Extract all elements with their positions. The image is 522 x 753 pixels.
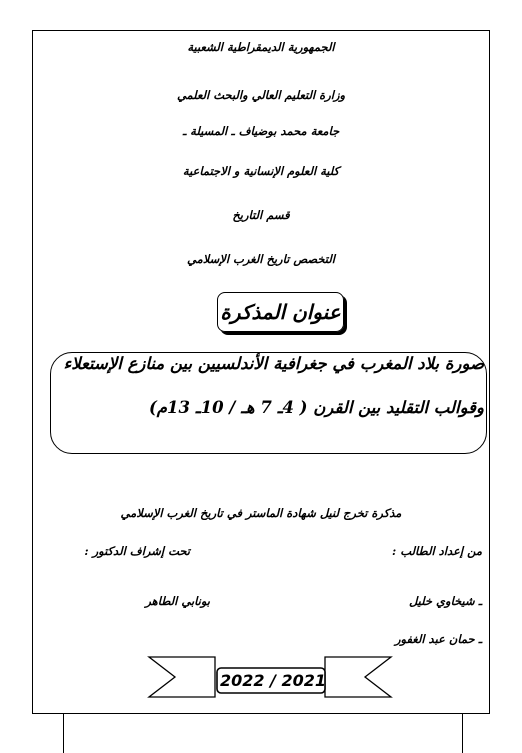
memo-title-box — [217, 292, 344, 332]
bottom-border-box — [63, 713, 463, 753]
supervisor-name: بونابي الطاهر — [145, 594, 210, 608]
ministry-heading: وزارة التعليم العالي والبحث العلمي — [176, 88, 346, 102]
student-name-2: ـ حمان عبد الغفور — [394, 632, 482, 646]
student-name-1: ـ شيخاوي خليل — [408, 594, 482, 608]
republic-heading: الجمهورية الديمقراطية الشعبية — [187, 40, 335, 54]
faculty-heading: كلية العلوم الإنسانية و الاجتماعية — [182, 164, 340, 178]
subject-line-1: صورة بلاد المغرب في جغرافية الأندلسيين بين منازع الإستعلاء — [63, 354, 484, 373]
memo-purpose: مذكرة تخرج لنيل شهادة الماستر في تاريخ الغرب الإسلامي — [120, 506, 402, 520]
memo-title-label: عنوان المذكرة — [220, 300, 341, 324]
subject-line-2: وقوالب التقليد بين القرن ( 4ـ 7 هـ / 10ـ 13م) — [149, 398, 484, 417]
students-label: من إعداد الطالب : — [391, 544, 482, 558]
academic-year: 2022 / 2021 — [219, 671, 327, 690]
department-heading: قسم التاريخ — [232, 208, 290, 222]
university-heading: جامعة محمد بوضياف ـ المسيلة ـ — [182, 124, 340, 138]
supervisor-label: تحت إشراف الدكتور : — [84, 544, 190, 558]
specialty-heading: التخصص تاريخ الغرب الإسلامي — [187, 252, 335, 266]
